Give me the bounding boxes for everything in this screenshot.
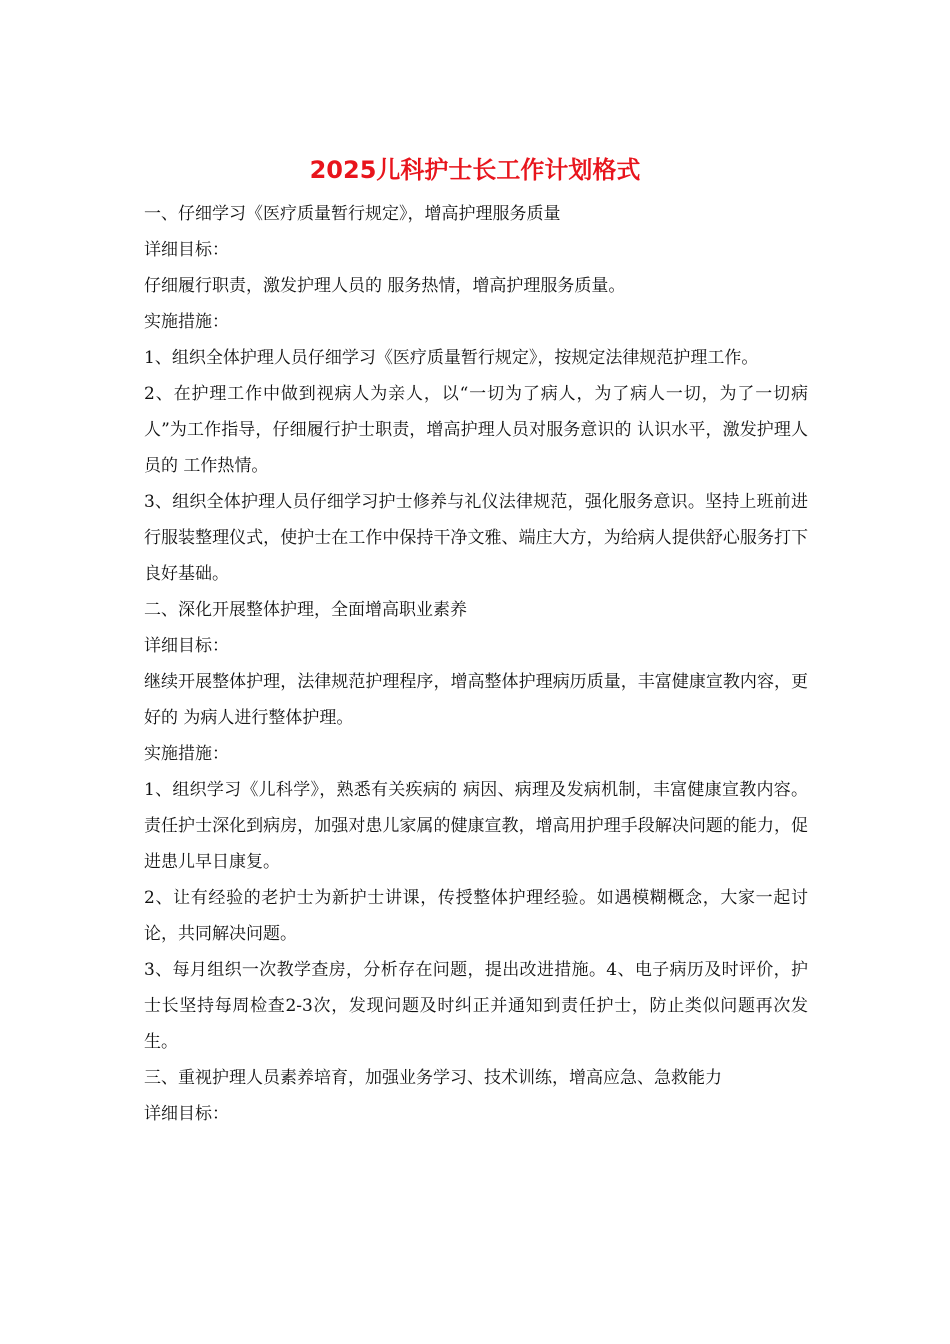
measures-label: 实施措施： — [144, 744, 229, 764]
section-heading-1: 一、仔细学习《医疗质量暂行规定》，增高护理服务质量 — [144, 204, 561, 224]
paragraph: 继续开展整体护理，法律规范护理程序，增高整体护理病历质量，丰富健康宣教内容，更好的 为病人进行整体护理。 — [144, 672, 808, 728]
paragraph: 仔细履行职责，激发护理人员的 服务热情，增高护理服务质量。 — [144, 276, 626, 296]
goal-label: 详细目标： — [144, 240, 229, 260]
goal-label: 详细目标： — [144, 636, 229, 656]
paragraph: 2、让有经验的老护士为新护士讲课，传授整体护理经验。如遇模糊概念，大家一起讨论，共同解决问题。 — [144, 888, 808, 944]
document-title: 2025儿科护士长工作计划格式 — [309, 156, 641, 184]
document-body — [144, 196, 808, 1132]
section-heading-3: 三、重视护理人员素养培育，加强业务学习、技术训练，增高应急、急救能力 — [144, 1068, 722, 1088]
paragraph: 1、组织学习《儿科学》，熟悉有关疾病的 病因、病理及发病机制，丰富健康宣教内容。责任护士深化到病房，加强对患儿家属的健康宣教，增高用护理手段解决问题的能力，促进患儿早日康复。 — [144, 780, 808, 872]
paragraph: 1、组织全体护理人员仔细学习《医疗质量暂行规定》，按规定法律规范护理工作。 — [144, 348, 759, 368]
paragraph: 2、在护理工作中做到视病人为亲人，以“一切为了病人，为了病人一切，为了一切病人”为工作指导，仔细履行护士职责，增高护理人员对服务意识的 认识水平，激发护理人员的 工作热情。 — [144, 384, 808, 476]
paragraph: 3、组织全体护理人员仔细学习护士修养与礼仪法律规范，强化服务意识。坚持上班前进行服装整理仪式，使护士在工作中保持干净文雅、端庄大方，为给病人提供舒心服务打下良好基础。 — [144, 492, 808, 584]
goal-label: 详细目标： — [144, 1104, 229, 1124]
paragraph: 3、每月组织一次教学查房，分析存在问题，提出改进措施。4、电子病历及时评价，护士长坚持每周检查2-3次，发现问题及时纠正并通知到责任护士，防止类似问题再次发生。 — [144, 960, 808, 1052]
measures-label: 实施措施： — [144, 312, 229, 332]
section-heading-2: 二、深化开展整体护理，全面增高职业素养 — [144, 600, 467, 620]
